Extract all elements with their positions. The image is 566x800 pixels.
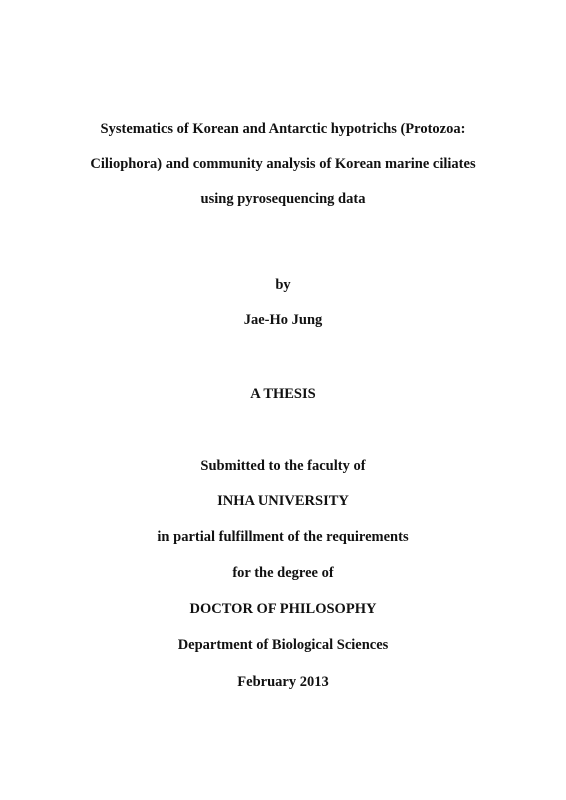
fulfillment-line: in partial fulfillment of the requirements bbox=[157, 529, 409, 545]
title-line-2: Ciliophora) and community analysis of Korean marine ciliates bbox=[90, 156, 476, 172]
author-name: Jae-Ho Jung bbox=[243, 312, 323, 328]
university-name: INHA UNIVERSITY bbox=[217, 493, 349, 509]
title-line-1: Systematics of Korean and Antarctic hypotrichs (Protozoa: bbox=[100, 121, 466, 137]
document-type: A THESIS bbox=[250, 386, 316, 402]
by-label: by bbox=[275, 277, 291, 293]
submitted-to-line: Submitted to the faculty of bbox=[200, 458, 366, 474]
title-line-3: using pyrosequencing data bbox=[200, 191, 366, 207]
department-name: Department of Biological Sciences bbox=[177, 637, 389, 653]
degree-of-line: for the degree of bbox=[232, 565, 334, 581]
degree-name: DOCTOR OF PHILOSOPHY bbox=[189, 601, 377, 617]
submission-date: February 2013 bbox=[237, 674, 329, 690]
